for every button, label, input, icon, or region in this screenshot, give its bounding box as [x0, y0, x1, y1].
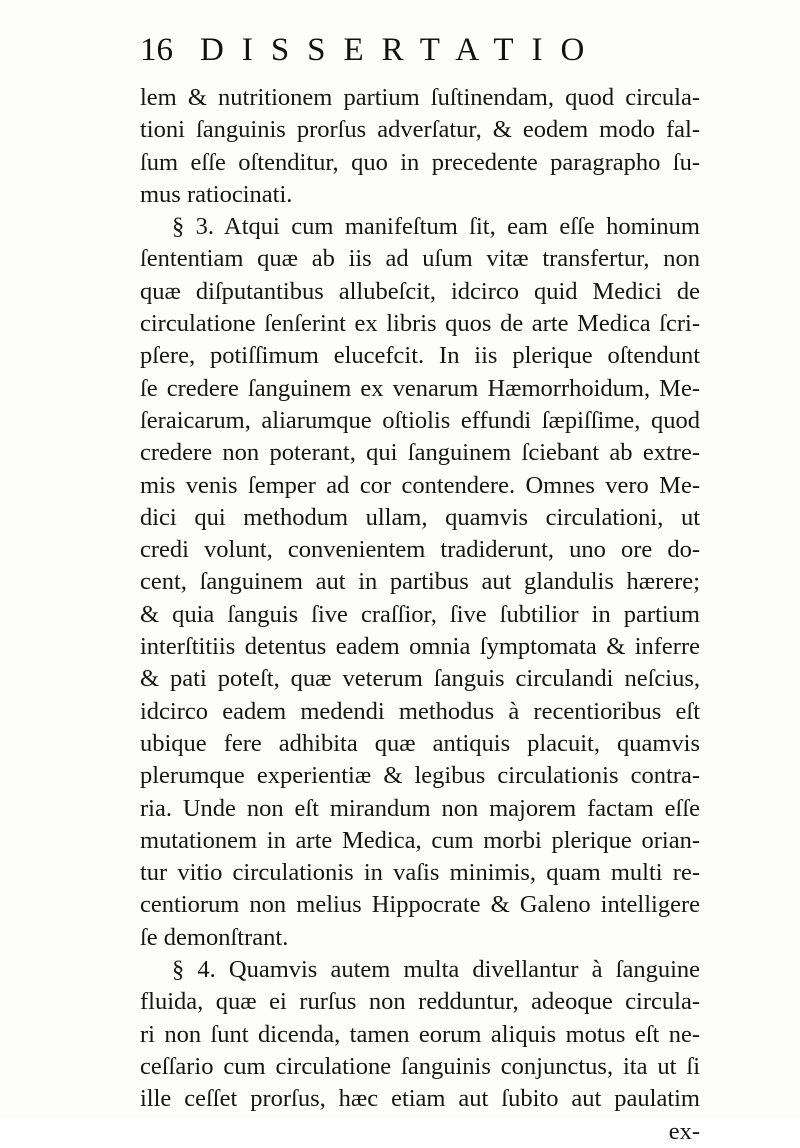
- section-3-start: § 3. Atqui cum manifeſtum ſit, eam eſſe hominum: [172, 213, 700, 241]
- text-line: lem & nutritionem partium ſuſtinendam, quod circula-: [140, 84, 700, 111]
- header-title: DISSERTATIO: [200, 32, 603, 68]
- catchword: ex-: [668, 1117, 700, 1145]
- text-line: ria. Unde non eſt mirandum non majorem factam eſſe: [140, 794, 700, 822]
- text-line: pſere, potiſſimum elucefcit. In iis plerique oſtendunt: [140, 342, 700, 370]
- text-line: mus ratiocinati.: [140, 180, 293, 208]
- text-line: circulatione ſenſerint ex libris quos de arte Medica ſcri-: [140, 310, 700, 338]
- body-text: [140, 82, 700, 1148]
- text-line: ſententiam quæ ab iis ad uſum vitæ transfertur, non: [140, 245, 700, 273]
- text-line: & quia ſanguis ſive craſſior, ſive ſubtilior in partium: [140, 600, 700, 628]
- text-line: mis venis ſemper ad cor contendere. Omnes vero Me-: [140, 471, 700, 499]
- text-line: ſe demonſtrant.: [140, 923, 289, 951]
- running-head: [140, 30, 700, 70]
- text-line: ille ceſſet prorſus, hæc etiam aut ſubito aut paulatim: [140, 1085, 700, 1113]
- text-line: plerumque experientiæ & legibus circulationis contra-: [140, 762, 700, 790]
- text-line: dici qui methodum ullam, quamvis circulationi, ut: [140, 503, 700, 531]
- text-line: tioni ſanguinis prorſus adverſatur, & eodem modo fal-: [140, 116, 700, 144]
- text-line: fluida, quæ ei rurſus non redduntur, adeoque circula-: [140, 988, 700, 1016]
- text-line: quæ diſputantibus allubeſcit, idcirco quid Medici de: [140, 277, 700, 305]
- text-line: ceſſario cum circulatione ſanguinis conjunctus, ita ut ſi: [140, 1052, 700, 1080]
- text-line: & pati poteſt, quæ veterum ſanguis circulandi neſcius,: [140, 665, 700, 693]
- text-line: ubique fere adhibita quæ antiquis placuit, quamvis: [140, 729, 700, 757]
- text-line: cent, ſanguinem aut in partibus aut glandulis hærere;: [140, 568, 700, 596]
- text-line: ri non ſunt dicenda, tamen eorum aliquis motus eſt ne-: [140, 1020, 700, 1048]
- text-line: interſtitiis detentus eadem omnia ſymptomata & inferre: [140, 633, 700, 661]
- page-number: 16: [140, 32, 173, 68]
- text-line: credi volunt, convenientem tradiderunt, uno ore do-: [140, 536, 700, 564]
- text-line: ſe credere ſanguinem ex venarum Hæmorrhoidum, Me-: [140, 374, 700, 402]
- text-line: credere non poterant, qui ſanguinem ſciebant ab extre-: [140, 439, 700, 467]
- text-line: centiorum non melius Hippocrate & Galeno intelligere: [140, 891, 700, 919]
- text-line: ſum eſſe oſtenditur, quo in precedente paragrapho ſu-: [140, 148, 700, 176]
- text-line: ſeraicarum, aliarumque oſtiolis effundi ſæpiſſime, quod: [140, 406, 700, 434]
- text-line: mutationem in arte Medica, cum morbi plerique orian-: [140, 826, 700, 854]
- section-4-start: § 4. Quamvis autem multa divellantur à ſanguine: [172, 956, 700, 984]
- text-line: tur vitio circulationis in vaſis minimis, quam multi re-: [140, 859, 700, 887]
- text-line: idcirco eadem medendi methodus à recentioribus eſt: [140, 697, 700, 725]
